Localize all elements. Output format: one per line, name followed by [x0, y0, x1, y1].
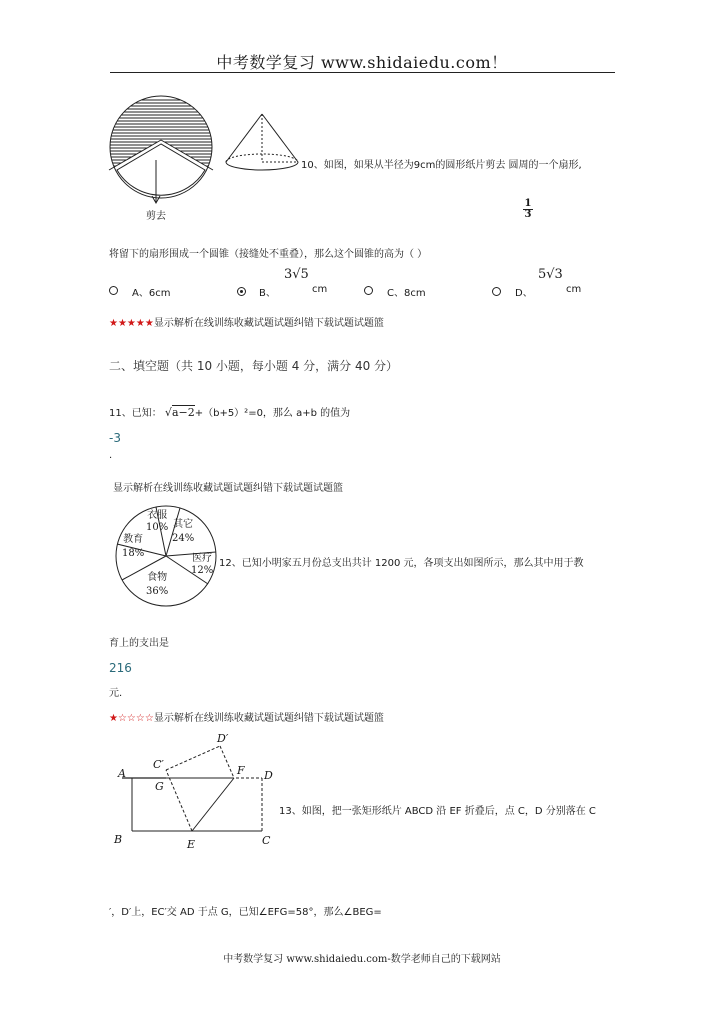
- option-d-label: D、: [515, 288, 533, 299]
- q11-radical: √a−2: [164, 406, 195, 419]
- q11-action-links[interactable]: 显示解析在线训练收藏试题试题纠错下载试题试题篮: [113, 483, 343, 494]
- q10-continuation: 将留下的扇形围成一个圆锥（接缝处不重叠），那么这个圆锥的高为（ ）: [109, 249, 428, 260]
- pie-label-other: [172, 518, 194, 546]
- pie-name: 衣服: [147, 510, 168, 521]
- pie-label-education: [122, 533, 144, 561]
- option-b-radio[interactable]: [237, 287, 246, 296]
- point-d-prime-label: D′: [217, 732, 229, 745]
- difficulty-stars: ★★★★★: [109, 318, 154, 329]
- q13-continuation: ′，D′上，EC′交 AD 于点 G，已知∠EFG=58°，那么∠BEG=: [109, 907, 382, 918]
- q10-toolbar: [109, 314, 384, 329]
- q10-fraction: [523, 199, 533, 220]
- pie-label-food: [146, 571, 168, 599]
- q12-question-text: 12、已知小明家五月份总支出共计 1200 元，各项支出如图所示，那么其中用于教: [219, 558, 584, 569]
- point-f-label: F: [237, 764, 245, 777]
- pie-name: 其它: [173, 519, 194, 530]
- option-b-expression: 3√5: [284, 267, 309, 282]
- point-b-label: B: [114, 833, 123, 846]
- q11-radicand: a−2: [171, 406, 195, 419]
- q12-unit: 元.: [109, 688, 123, 699]
- fraction-denominator: 3: [524, 209, 532, 220]
- q13-geometry-figure: [112, 728, 277, 853]
- option-b-label: B、: [259, 288, 276, 299]
- header-divider: [110, 72, 615, 73]
- q12-toolbar: [109, 709, 384, 724]
- q11-suffix: +（b+5）²=0，那么 a+b 的值为: [194, 408, 351, 419]
- pie-label-clothing: [146, 510, 168, 534]
- pie-name: 医疗: [192, 553, 213, 564]
- q13-question-text: 13、如图，把一张矩形纸片 ABCD 沿 EF 折叠后，点 C，D 分别落在 C: [279, 806, 596, 817]
- pie-label-medical: [191, 553, 213, 577]
- q12-answer: 216: [109, 661, 132, 675]
- point-c-prime-label: C′: [153, 758, 164, 771]
- q10-cone-figure: [222, 110, 306, 180]
- q10-cut-label: 剪去: [146, 211, 166, 222]
- q11-prefix: 11、已知：: [109, 408, 162, 419]
- q11-period: .: [109, 450, 113, 461]
- pie-percent: 10%: [146, 522, 169, 533]
- q11-answer: -3: [109, 431, 121, 445]
- option-d-expression: 5√3: [538, 267, 563, 282]
- option-a-label: A、6cm: [132, 288, 171, 299]
- point-e-label: E: [187, 838, 196, 851]
- option-d-unit: cm: [566, 284, 582, 295]
- pie-percent: 12%: [191, 565, 214, 576]
- pie-percent: 18%: [122, 548, 145, 559]
- pie-percent: 36%: [146, 586, 169, 597]
- option-c-radio[interactable]: [364, 286, 373, 295]
- pie-percent: 24%: [172, 533, 195, 544]
- q12-continuation: 育上的支出是: [109, 638, 169, 649]
- difficulty-stars: ★☆☆☆☆: [109, 713, 154, 724]
- point-g-label: G: [155, 780, 164, 793]
- point-a-label: A: [118, 767, 126, 780]
- q10-action-links[interactable]: 显示解析在线训练收藏试题试题纠错下载试题试题篮: [153, 318, 384, 329]
- option-b-unit: cm: [312, 284, 328, 295]
- q10-question-text: 10、如图，如果从半径为9cm的圆形纸片剪去 圆周的一个扇形,: [301, 160, 582, 171]
- pie-name: 食物: [147, 572, 168, 583]
- section-title: 二、填空题（共 10 小题，每小题 4 分，满分 40 分）: [109, 359, 399, 373]
- q11-question: [109, 404, 350, 419]
- fraction-numerator: 1: [524, 198, 532, 209]
- footer-text: 中考数学复习 www.shidaiedu.com-数学老师自己的下载网站: [223, 954, 501, 965]
- header-title: 中考数学复习 www.shidaiedu.com！: [216, 53, 508, 72]
- option-a-radio[interactable]: [109, 286, 118, 295]
- point-d-label: D: [264, 769, 273, 782]
- point-c-label: C: [262, 834, 271, 847]
- pie-name: 教育: [123, 534, 144, 545]
- option-d-radio[interactable]: [492, 287, 501, 296]
- q12-action-links[interactable]: 显示解析在线训练收藏试题试题纠错下载试题试题篮: [153, 713, 384, 724]
- option-c-label: C、8cm: [387, 288, 426, 299]
